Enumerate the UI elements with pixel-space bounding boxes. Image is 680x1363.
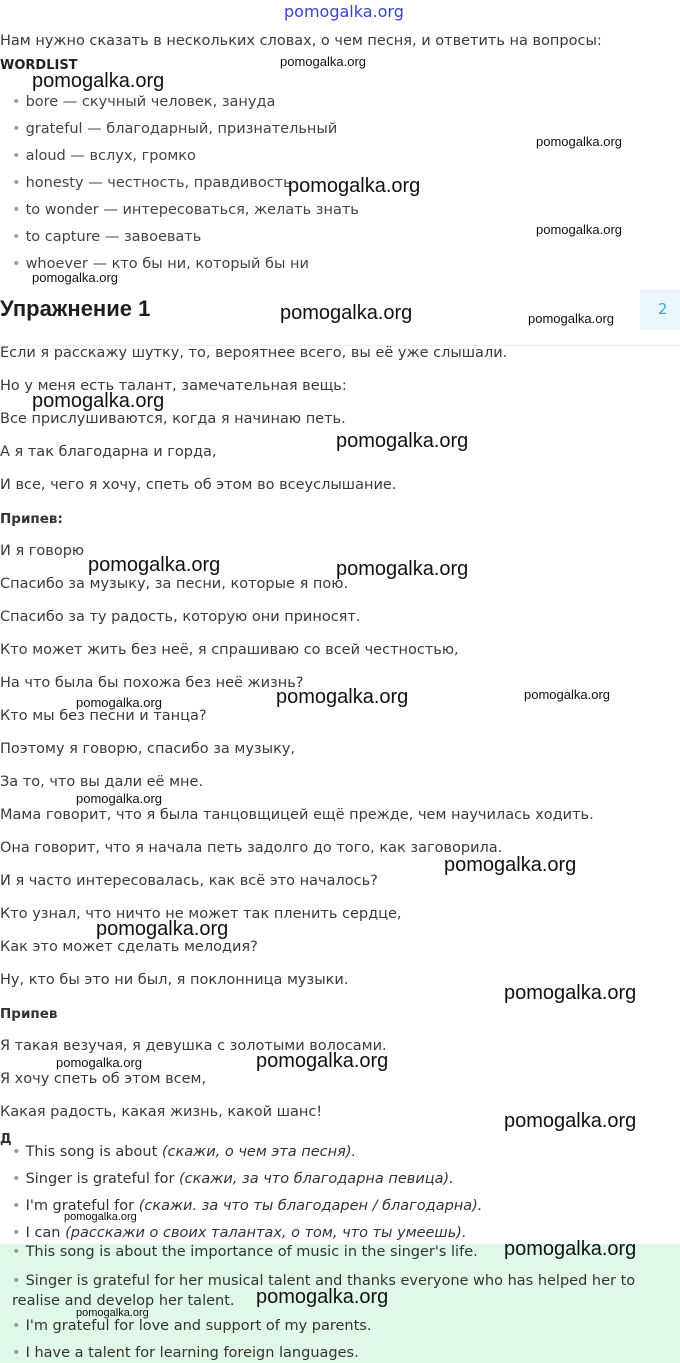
watermark: pomogalka.org bbox=[444, 854, 577, 876]
intro-text: Нам нужно сказать в нескольких словах, о чем песня, и ответить на вопросы: bbox=[0, 33, 602, 49]
watermark: pomogalka.org bbox=[76, 1307, 149, 1319]
cut-off-heading: Д bbox=[0, 1132, 12, 1147]
bullet-icon: • bbox=[12, 202, 21, 218]
bullet-icon: • bbox=[12, 229, 21, 245]
watermark: pomogalka.org bbox=[88, 554, 221, 576]
bullet-icon: • bbox=[12, 1198, 21, 1214]
lyric-line: Кто узнал, что ничто не может так пленить сердце, bbox=[0, 906, 402, 922]
bullet-icon: • bbox=[12, 1171, 21, 1187]
bullet-icon: • bbox=[12, 1318, 21, 1334]
lyric-line: Если я расскажу шутку, то, вероятнее всего, вы её уже слышали. bbox=[0, 345, 508, 361]
lyric-line: Какая радость, какая жизнь, какой шанс! bbox=[0, 1104, 323, 1120]
watermark: pomogalka.org bbox=[276, 686, 409, 708]
lyric-line: Но у меня есть талант, замечательная вещь: bbox=[0, 378, 347, 394]
watermark: pomogalka.org bbox=[536, 222, 622, 237]
watermark: pomogalka.org bbox=[76, 695, 162, 710]
answer-item: • I have a talent for learning foreign languages. bbox=[12, 1345, 359, 1361]
lyric-line: И я говорю bbox=[0, 543, 85, 559]
watermark: pomogalka.org bbox=[32, 390, 165, 412]
watermark: pomogalka.org bbox=[336, 430, 469, 452]
lyric-line: Как это может сделать мелодия? bbox=[0, 939, 258, 955]
watermark: pomogalka.org bbox=[96, 918, 229, 940]
lyric-line: И я часто интересовалась, как всё это началось? bbox=[0, 873, 378, 889]
bullet-icon: • bbox=[12, 148, 21, 164]
question-item: • This song is about (скажи, о чем эта песня). bbox=[12, 1144, 357, 1160]
lyric-line: Мама говорит, что я была танцовщицей ещё прежде, чем научилась ходить. bbox=[0, 807, 594, 823]
site-link[interactable]: pomogalka.org bbox=[284, 2, 404, 21]
watermark: pomogalka.org bbox=[504, 1110, 637, 1132]
watermark: pomogalka.org bbox=[256, 1050, 389, 1072]
bullet-icon: • bbox=[12, 1244, 21, 1260]
chorus-label: Припев bbox=[0, 1006, 58, 1022]
watermark: pomogalka.org bbox=[536, 134, 622, 149]
lyric-line: На что была бы похожа без неё жизнь? bbox=[0, 675, 304, 691]
wordlist-item: • grateful — благодарный, признательный bbox=[12, 121, 338, 137]
chorus-label: Припев: bbox=[0, 511, 63, 527]
watermark: pomogalka.org bbox=[528, 311, 614, 326]
wordlist-item: • aloud — вслух, громко bbox=[12, 148, 196, 164]
bullet-icon: • bbox=[12, 175, 21, 191]
question-item: • Singer is grateful for (скажи, за что благодарна певица). bbox=[12, 1171, 454, 1187]
lyric-line: А я так благодарна и горда, bbox=[0, 444, 217, 460]
watermark: pomogalka.org bbox=[256, 1286, 389, 1308]
answer-item: • Singer is grateful for her musical talent and thanks everyone who has helped her to realise and develop her talent. bbox=[12, 1273, 636, 1309]
lyric-line: Она говорит, что я начала петь задолго до того, как заговорила. bbox=[0, 840, 503, 856]
wordlist-item: • whoever — кто бы ни, который бы ни bbox=[12, 256, 309, 272]
page-number-tab[interactable]: 2 bbox=[640, 290, 680, 330]
bullet-icon: • bbox=[12, 1273, 21, 1289]
bullet-icon: • bbox=[12, 94, 21, 110]
exercise-title: Упражнение 1 bbox=[0, 296, 151, 321]
bullet-icon: • bbox=[12, 1345, 21, 1361]
lyric-line: Ну, кто бы это ни был, я поклонница музыки. bbox=[0, 972, 349, 988]
lyric-line: Поэтому я говорю, спасибо за музыку, bbox=[0, 741, 296, 757]
question-item: • I'm grateful for (скажи. за что ты благодарен / благодарна). bbox=[12, 1198, 483, 1214]
lyric-line: Кто может жить без неё, я спрашиваю со всей честностью, bbox=[0, 642, 459, 658]
watermark: pomogalka.org bbox=[280, 54, 366, 69]
wordlist-item: • to wonder — интересоваться, желать знать bbox=[12, 202, 359, 218]
lyric-line: Все прислушиваются, когда я начинаю петь. bbox=[0, 411, 346, 427]
watermark: pomogalka.org bbox=[280, 302, 413, 324]
lyric-line: Спасибо за музыку, за песни, которые я пою. bbox=[0, 576, 349, 592]
watermark: pomogalka.org bbox=[64, 1211, 137, 1223]
lyric-line: Я такая везучая, я девушка с золотыми волосами. bbox=[0, 1038, 387, 1054]
wordlist-item: • bore — скучный человек, зануда bbox=[12, 94, 276, 110]
lyric-line: Кто мы без песни и танца? bbox=[0, 708, 207, 724]
watermark: pomogalka.org bbox=[32, 70, 165, 92]
wordlist-item: • honesty — честность, правдивость bbox=[12, 175, 292, 191]
lyric-line: За то, что вы дали её мне. bbox=[0, 774, 204, 790]
wordlist-title: WORDLIST bbox=[0, 58, 78, 73]
watermark: pomogalka.org bbox=[504, 1238, 637, 1260]
wordlist-item: • to capture — завоевать bbox=[12, 229, 202, 245]
bullet-icon: • bbox=[12, 1225, 21, 1241]
bullet-icon: • bbox=[12, 256, 21, 272]
lyric-line: Я хочу спеть об этом всем, bbox=[0, 1071, 207, 1087]
watermark: pomogalka.org bbox=[524, 687, 610, 702]
watermark: pomogalka.org bbox=[76, 791, 162, 806]
lyric-line: И все, чего я хочу, спеть об этом во всеуслышание. bbox=[0, 477, 397, 493]
bullet-icon: • bbox=[12, 1144, 21, 1160]
watermark: pomogalka.org bbox=[32, 270, 118, 285]
watermark: pomogalka.org bbox=[288, 175, 421, 197]
watermark: pomogalka.org bbox=[56, 1055, 142, 1070]
watermark: pomogalka.org bbox=[336, 558, 469, 580]
bullet-icon: • bbox=[12, 121, 21, 137]
watermark: pomogalka.org bbox=[504, 982, 637, 1004]
answer-item: • I'm grateful for love and support of my parents. bbox=[12, 1318, 372, 1334]
question-item: • I can (расскажи о своих талантах, о том, что ты умеешь). bbox=[12, 1225, 467, 1241]
lyric-line: Спасибо за ту радость, которую они приносят. bbox=[0, 609, 361, 625]
answer-item: • This song is about the importance of music in the singer's life. bbox=[12, 1244, 478, 1260]
